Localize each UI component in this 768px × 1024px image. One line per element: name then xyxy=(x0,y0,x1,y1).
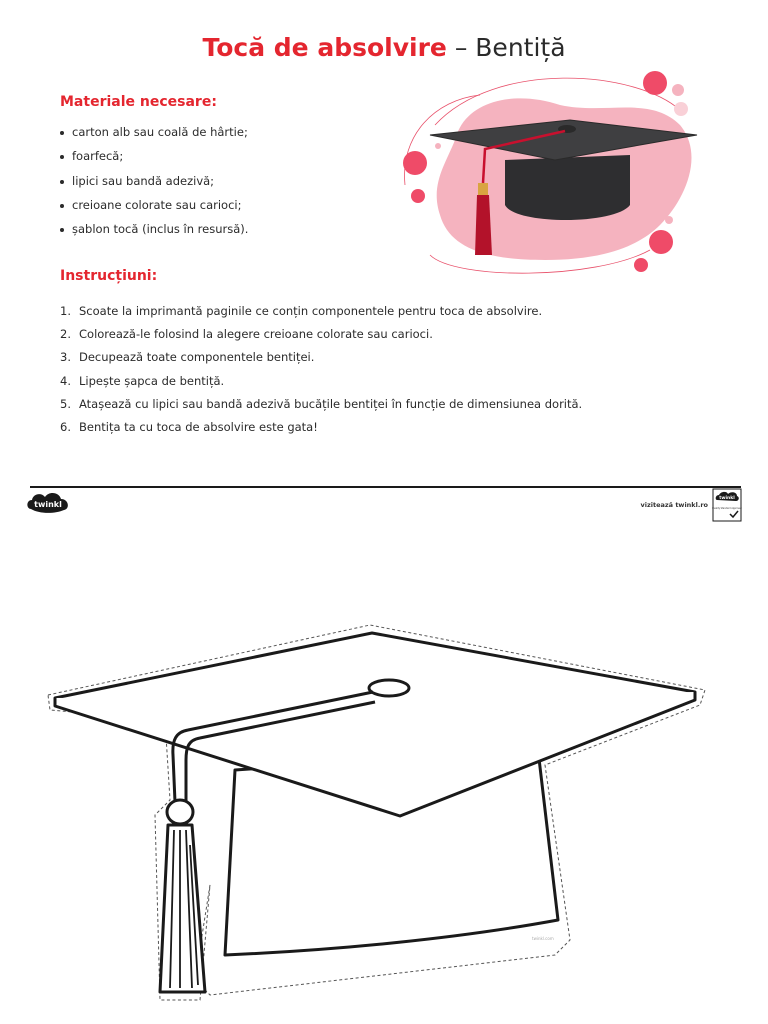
decor-dot xyxy=(634,258,648,272)
list-item: lipici sau bandă adezivă; xyxy=(60,173,248,197)
step-number: 1. xyxy=(60,304,71,318)
badge-subtext: Quality Standard Approved xyxy=(712,507,742,510)
list-item: carton alb sau coală de hârtie; xyxy=(60,124,248,148)
footer-url: vizitează twinkl.ro xyxy=(640,501,708,509)
decor-dot xyxy=(672,84,684,96)
materials-list xyxy=(60,124,248,245)
step-number: 3. xyxy=(60,350,71,365)
list-item xyxy=(60,373,582,396)
twinkl-logo xyxy=(25,489,71,519)
graduation-cap-illustration xyxy=(395,65,705,280)
step-text: Decupează toate componentele bentiței. xyxy=(79,350,315,365)
decor-dot xyxy=(674,102,688,116)
title-sub: Bentiță xyxy=(475,33,566,62)
quality-badge xyxy=(712,488,742,522)
cap-base-shape xyxy=(505,155,630,220)
list-item: creioane colorate sau carioci; xyxy=(60,197,248,221)
instructions-heading: Instrucțiuni: xyxy=(60,268,158,284)
cap-template-outline xyxy=(40,620,710,1005)
decor-dot xyxy=(649,230,673,254)
step-number: 6. xyxy=(60,419,71,434)
tassel-knot xyxy=(167,800,193,824)
logo-text: twinkl xyxy=(34,500,62,509)
list-item xyxy=(60,419,582,442)
materials-heading: Materiale necesare: xyxy=(60,94,217,110)
list-item: șablon tocă (inclus în resursă). xyxy=(60,221,248,245)
title-main: Tocă de absolvire xyxy=(202,33,447,62)
board-edge xyxy=(55,692,695,816)
step-number: 5. xyxy=(60,396,71,411)
step-text: Bentița ta cu toca de absolvire este gata! xyxy=(79,419,318,434)
decor-dot xyxy=(411,189,425,203)
page-title xyxy=(0,30,768,66)
divider xyxy=(30,486,741,488)
decor-dot xyxy=(665,216,673,224)
list-item xyxy=(60,396,582,419)
decor-dot xyxy=(435,143,441,149)
step-text: Colorează-le folosind la alegere creioane colorate sau carioci. xyxy=(79,327,433,342)
step-text: Scoate la imprimantă paginile ce conțin componentele pentru toca de absolvire. xyxy=(79,304,543,318)
template-watermark: twinkl.com xyxy=(532,936,554,941)
list-item xyxy=(60,349,582,372)
list-item xyxy=(60,303,582,326)
list-item: foarfecă; xyxy=(60,148,248,172)
decor-dot xyxy=(403,151,427,175)
step-text: Lipește șapca de bentiță. xyxy=(79,373,225,388)
steps-list xyxy=(60,303,582,442)
list-item xyxy=(60,326,582,349)
cap-button-shape xyxy=(369,680,409,696)
title-separator: – xyxy=(454,33,468,62)
badge-text: twinkl xyxy=(719,496,735,501)
step-number: 4. xyxy=(60,373,71,388)
step-number: 2. xyxy=(60,327,71,342)
decor-dot xyxy=(643,71,667,95)
tassel-knot xyxy=(478,183,488,195)
step-text: Atașează cu lipici sau bandă adezivă bucățile bentiței în funcție de dimensiunea dorită. xyxy=(79,396,583,411)
tassel-fringe xyxy=(160,825,205,992)
